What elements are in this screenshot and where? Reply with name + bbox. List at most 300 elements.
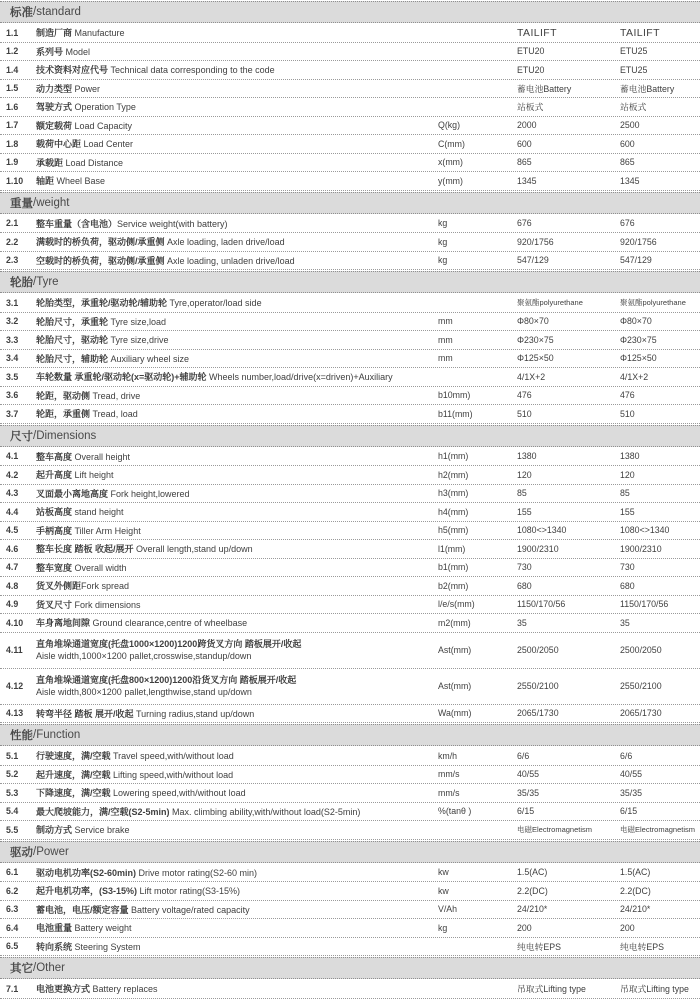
section-title-en: /Other xyxy=(33,962,65,974)
section-title-zh: 性能 xyxy=(10,730,33,742)
row-value-etu20: 155 xyxy=(517,506,532,517)
row-unit: V/Ah xyxy=(438,904,458,915)
row-value-etu25: 85 xyxy=(620,488,630,499)
row-value-etu25: 35 xyxy=(620,617,630,628)
row-label-en: Tread, load xyxy=(92,409,138,420)
row-label xyxy=(36,561,438,574)
row-label xyxy=(36,63,438,76)
row-unit: m2(mm) xyxy=(438,617,471,628)
row-unit: km/h xyxy=(438,750,458,761)
row-unit: kg xyxy=(438,218,448,229)
section-header xyxy=(0,957,700,979)
spec-row xyxy=(0,448,700,467)
row-value-etu25: 676 xyxy=(620,218,635,229)
row-label xyxy=(36,487,438,500)
row-label-en: Service weight(with battery) xyxy=(117,218,228,229)
row-label-zh: 直角堆垛通道宽度(托盘1000×1200)1200跨货叉方向 踏板展开/收起 xyxy=(36,639,302,649)
row-label xyxy=(36,579,438,592)
row-index: 3.4 xyxy=(6,353,19,364)
row-label-zh: 起升速度，满/空载 xyxy=(36,769,114,780)
row-value-etu20: 电磁Electromagnetism xyxy=(517,825,593,835)
section-title-en: /standard xyxy=(33,6,81,18)
row-index: 4.7 xyxy=(6,562,19,573)
row-label-zh: 满载时的桥负荷，驱动侧/承重侧 xyxy=(36,237,168,248)
spec-row xyxy=(0,135,700,154)
row-value-etu20: 聚氨酯polyurethane xyxy=(517,298,583,308)
row-value-etu20: 40/55 xyxy=(517,769,540,780)
spec-row xyxy=(0,882,700,901)
row-label-en: Technical data corresponding to the code xyxy=(110,65,275,76)
row-value-etu25: 4/1X+2 xyxy=(620,371,649,382)
spec-row xyxy=(0,466,700,485)
row-label xyxy=(36,315,438,328)
spec-row xyxy=(0,633,700,669)
row-value-etu20: 纯电转EPS xyxy=(517,941,561,952)
row-label xyxy=(36,254,438,267)
section-header xyxy=(0,724,700,746)
row-label xyxy=(36,235,438,248)
row-value-etu20: 680 xyxy=(517,580,532,591)
spec-row xyxy=(0,980,700,999)
row-label xyxy=(36,903,438,916)
row-index: 1.7 xyxy=(6,120,19,131)
row-value-etu20: 24/210* xyxy=(517,904,548,915)
row-label-en: Drive motor rating(S2-60 min) xyxy=(138,867,258,878)
row-label xyxy=(36,505,438,518)
row-value-etu25: 2550/2100 xyxy=(620,681,662,691)
row-label-en: Battery weight xyxy=(74,923,132,934)
row-label-zh: 技术资料对应代号 xyxy=(36,65,111,76)
row-index: 2.2 xyxy=(6,236,19,247)
row-unit: kg xyxy=(438,922,448,933)
row-index: 4.5 xyxy=(6,525,19,536)
row-value-etu25: 纯电转EPS xyxy=(620,941,664,952)
row-unit: h3(mm) xyxy=(438,488,469,499)
row-label-zh: 驾驶方式 xyxy=(36,102,75,113)
row-value-etu20: 2000 xyxy=(517,120,537,131)
row-value-etu25: 730 xyxy=(620,562,635,573)
row-label xyxy=(36,119,438,132)
row-unit: Ast(mm) xyxy=(438,645,472,655)
row-label xyxy=(36,217,438,230)
row-value-etu25: 1345 xyxy=(620,175,640,186)
row-label-en: Power xyxy=(74,83,101,94)
row-value-etu20: 2.2(DC) xyxy=(517,885,548,896)
spec-row xyxy=(0,172,700,191)
row-value-etu25: 865 xyxy=(620,157,635,168)
row-index: 2.3 xyxy=(6,255,19,266)
row-label-en: Aisle width,1000×1200 pallet,crosswise,standup/down xyxy=(36,651,252,661)
row-label-zh: 轮胎类型，承重轮/驱动轮/辅助轮 xyxy=(36,298,170,309)
row-value-etu20: 1150/170/56 xyxy=(517,599,566,610)
spec-row xyxy=(0,864,700,883)
row-label xyxy=(36,768,438,781)
row-label-en: Tyre size,drive xyxy=(110,335,169,346)
row-unit: mm xyxy=(438,353,453,364)
row-label-zh: 承载距 xyxy=(36,157,66,168)
row-label-en: Battery replaces xyxy=(92,984,158,995)
row-value-etu20: 吊取式Lifting type xyxy=(517,984,586,995)
row-label-en: Travel speed,with/without load xyxy=(113,751,234,762)
row-unit: h2(mm) xyxy=(438,469,469,480)
row-unit: l1(mm) xyxy=(438,543,466,554)
row-unit: h1(mm) xyxy=(438,451,469,462)
row-label xyxy=(36,407,438,420)
row-index: 6.3 xyxy=(6,904,19,915)
row-label xyxy=(36,616,438,629)
row-value-etu20: 1080<>1340 xyxy=(517,525,567,536)
row-unit: Ast(mm) xyxy=(438,681,472,691)
row-unit: C(mm) xyxy=(438,138,465,149)
row-label xyxy=(36,598,438,611)
row-value-etu20: 547/129 xyxy=(517,255,549,266)
row-index: 1.1 xyxy=(6,27,19,38)
spec-row xyxy=(0,80,700,99)
row-label xyxy=(36,866,438,879)
spec-row xyxy=(0,387,700,406)
spec-row xyxy=(0,559,700,578)
row-value-etu25: Φ125×50 xyxy=(620,353,657,364)
row-value-etu25: 电磁Electromagnetism xyxy=(620,825,696,835)
row-label-en: Steering System xyxy=(74,941,141,952)
row-value-etu20: 510 xyxy=(517,408,532,419)
row-value-etu20: 2065/1730 xyxy=(517,708,559,719)
row-value-etu20: 1345 xyxy=(517,175,537,186)
row-label-zh: 轮胎尺寸，辅助轮 xyxy=(36,353,111,364)
row-label xyxy=(36,638,438,662)
row-value-etu25: 680 xyxy=(620,580,635,591)
row-value-etu25: 200 xyxy=(620,922,635,933)
row-label-zh: 轮胎尺寸，承重轮 xyxy=(36,316,111,327)
row-label xyxy=(36,333,438,346)
row-value-etu25: 1.5(AC) xyxy=(620,867,651,878)
row-unit: mm xyxy=(438,316,453,327)
row-unit: kg xyxy=(438,255,448,266)
row-label xyxy=(36,524,438,537)
row-value-etu25: 2500 xyxy=(620,120,640,131)
row-value-etu25: 120 xyxy=(620,469,635,480)
row-index: 5.2 xyxy=(6,769,19,780)
row-unit: l/e/s(mm) xyxy=(438,599,475,610)
row-value-etu20: ETU20 xyxy=(517,64,545,75)
row-label-en: Wheels number,load/drive(x=driven)+Auxiliary xyxy=(209,372,393,383)
row-index: 1.9 xyxy=(6,157,19,168)
row-label xyxy=(36,805,438,818)
spec-row xyxy=(0,766,700,785)
section-header xyxy=(0,1,700,23)
row-value-etu20: 865 xyxy=(517,157,532,168)
row-label xyxy=(36,921,438,934)
row-label xyxy=(36,45,438,58)
section-title-zh: 标准 xyxy=(10,7,33,19)
row-label-zh: 动力类型 xyxy=(36,83,75,94)
row-value-etu20: ETU20 xyxy=(517,46,545,57)
row-index: 6.4 xyxy=(6,922,19,933)
row-value-etu25: 155 xyxy=(620,506,635,517)
section-title-en: /weight xyxy=(33,196,70,209)
row-label-en: Aisle width,800×1200 pallet,lengthwise,stand up/down xyxy=(36,687,252,697)
row-label-en: Service brake xyxy=(74,825,130,836)
row-index: 1.2 xyxy=(6,46,19,57)
spec-row xyxy=(0,901,700,920)
row-label-en: Auxiliary wheel size xyxy=(110,353,190,364)
row-value-etu20: 站板式 xyxy=(517,102,544,113)
spec-row xyxy=(0,154,700,173)
row-value-etu25: 1080<>1340 xyxy=(620,525,670,536)
row-label-en: Tyre,operator/load side xyxy=(169,298,262,309)
row-label-zh: 转弯半径 踏板 展开/收起 xyxy=(36,708,137,719)
row-label xyxy=(36,174,438,187)
row-index: 4.2 xyxy=(6,469,19,480)
row-label-zh: 货叉尺寸 xyxy=(36,599,75,610)
row-label-zh: 载荷中心距 xyxy=(36,139,84,150)
row-label xyxy=(36,940,438,953)
row-index: 4.12 xyxy=(6,681,24,691)
row-index: 1.5 xyxy=(6,83,19,94)
row-value-etu20: 6/15 xyxy=(517,806,535,817)
row-value-etu25: 6/15 xyxy=(620,806,638,817)
row-value-etu20: 730 xyxy=(517,562,532,573)
spec-row xyxy=(0,405,700,424)
row-label-zh: 整车长度 踏板 收起/展开 xyxy=(36,544,137,555)
row-value-etu25: 600 xyxy=(620,138,635,149)
row-index: 6.5 xyxy=(6,941,19,952)
row-label xyxy=(36,352,438,365)
spec-row xyxy=(0,331,700,350)
row-index: 3.1 xyxy=(6,297,19,308)
row-index: 4.4 xyxy=(6,506,19,517)
row-label-zh: 空载时的桥负荷，驱动侧/承重侧 xyxy=(36,255,168,266)
spec-row xyxy=(0,117,700,136)
row-label xyxy=(36,884,438,897)
section-title-zh: 尺寸 xyxy=(10,430,33,443)
spec-row xyxy=(0,252,700,271)
row-label-zh: 系列号 xyxy=(36,46,66,57)
row-value-etu25: 蓄电池Battery xyxy=(620,83,675,94)
row-label-zh: 整车高度 xyxy=(36,451,75,462)
row-label xyxy=(36,156,438,169)
row-value-etu25: 1150/170/56 xyxy=(620,599,669,610)
row-index: 5.5 xyxy=(6,824,19,835)
row-label-en: Overall height xyxy=(74,451,131,462)
row-label-en: Operation Type xyxy=(74,102,136,113)
row-value-etu20: Φ125×50 xyxy=(517,353,554,364)
row-value-etu25: TAILIFT xyxy=(620,26,660,39)
row-label-zh: 整车宽度 xyxy=(36,562,75,573)
row-value-etu25: 2065/1730 xyxy=(620,708,662,719)
row-value-etu25: Φ80×70 xyxy=(620,316,652,327)
row-index: 4.3 xyxy=(6,488,19,499)
row-unit: b10mm) xyxy=(438,390,471,401)
row-value-etu20: 600 xyxy=(517,138,532,149)
row-value-etu25: 476 xyxy=(620,390,635,401)
row-index: 5.1 xyxy=(6,750,19,761)
row-label-zh: 整车重量（含电池） xyxy=(36,218,118,229)
row-value-etu20: 676 xyxy=(517,218,532,229)
spec-row xyxy=(0,747,700,766)
row-label-en: Tyre size,load xyxy=(110,316,167,327)
section-title-zh: 重量 xyxy=(10,197,33,210)
spec-row xyxy=(0,313,700,332)
row-label-en: Turning radius,stand up/down xyxy=(136,708,255,719)
row-label-zh: 货叉外侧距 xyxy=(36,581,82,592)
row-unit: %(tanθ ) xyxy=(438,806,472,817)
row-index: 4.11 xyxy=(6,645,23,655)
row-label-zh: 蓄电池，电压/额定容量 xyxy=(36,904,132,915)
row-label-en: Tread, drive xyxy=(92,390,141,401)
row-label-zh: 行驶速度，满/空载 xyxy=(36,751,114,762)
spec-row xyxy=(0,803,700,822)
row-label-zh: 轮距，承重侧 xyxy=(36,409,93,420)
row-label-zh: 轮距，驱动侧 xyxy=(36,390,93,401)
section-title-zh: 轮胎 xyxy=(10,277,33,289)
spec-row xyxy=(0,938,700,957)
spec-row xyxy=(0,596,700,615)
spec-row xyxy=(0,485,700,504)
row-label xyxy=(36,82,438,95)
row-label xyxy=(36,26,438,39)
section-title-zh: 驱动 xyxy=(10,846,33,859)
row-value-etu20: TAILIFT xyxy=(517,26,557,39)
section-header xyxy=(0,271,700,293)
row-label-en: Fork dimensions xyxy=(74,599,141,610)
row-index: 3.2 xyxy=(6,316,19,327)
row-index: 6.2 xyxy=(6,885,19,896)
row-index: 4.8 xyxy=(6,580,19,591)
row-index: 4.13 xyxy=(6,708,24,719)
row-label-zh: 制动方式 xyxy=(36,825,75,836)
row-unit: b1(mm) xyxy=(438,562,469,573)
spec-row xyxy=(0,577,700,596)
row-label xyxy=(36,100,438,113)
row-unit: h4(mm) xyxy=(438,506,469,517)
row-label-en: Ground clearance,centre of wheelbase xyxy=(92,618,248,629)
row-index: 4.6 xyxy=(6,543,19,554)
row-label-en: Axle loading, laden drive/load xyxy=(167,237,285,248)
row-label xyxy=(36,786,438,799)
row-label-en: Max. climbing ability,with/without load(S2-5min) xyxy=(172,806,361,817)
row-index: 3.6 xyxy=(6,390,19,401)
row-label-en: Lift motor rating(S3-15%) xyxy=(139,886,241,897)
row-value-etu20: Φ80×70 xyxy=(517,316,549,327)
row-unit: b11(mm) xyxy=(438,408,473,419)
row-label-en: Overall length,stand up/down xyxy=(136,544,253,555)
row-index: 5.3 xyxy=(6,787,19,798)
row-unit: Wa(mm) xyxy=(438,708,472,719)
row-label-zh: 转向系统 xyxy=(36,941,75,952)
row-unit: h5(mm) xyxy=(438,525,469,536)
row-index: 5.4 xyxy=(6,806,19,817)
spec-row xyxy=(0,61,700,80)
row-value-etu20: 476 xyxy=(517,390,532,401)
row-label-en: Model xyxy=(65,46,91,57)
row-label-zh: 电池重量 xyxy=(36,923,75,934)
row-label-zh: 驱动电机功率(S2-60min) xyxy=(36,867,139,878)
row-label-zh: 起升高度 xyxy=(36,470,75,481)
row-label-zh: 下降速度，满/空载 xyxy=(36,788,114,799)
row-index: 3.5 xyxy=(6,371,19,382)
row-label xyxy=(36,749,438,762)
row-label-en: Axle loading, unladen drive/load xyxy=(167,255,295,266)
row-value-etu20: 85 xyxy=(517,488,527,499)
spec-row xyxy=(0,233,700,252)
row-unit: b2(mm) xyxy=(438,580,469,591)
row-index: 1.8 xyxy=(6,138,19,149)
row-unit: kg xyxy=(438,236,448,247)
row-value-etu25: 920/1756 xyxy=(620,236,657,247)
row-label-en: stand height xyxy=(74,507,124,518)
spec-row xyxy=(0,24,700,43)
row-label xyxy=(36,370,438,383)
row-unit: x(mm) xyxy=(438,157,463,168)
row-unit: mm xyxy=(438,334,453,345)
row-label-zh: 直角堆垛通道宽度(托盘800×1200)1200沿货叉方向 踏板展开/收起 xyxy=(36,675,297,685)
row-label-zh: 最大爬坡能力，满/空载(S2-5min) xyxy=(36,806,173,817)
section-title-en: /Dimensions xyxy=(33,429,97,442)
row-value-etu20: Φ230×75 xyxy=(517,334,554,345)
row-value-etu20: 6/6 xyxy=(517,750,530,761)
row-value-etu25: 35/35 xyxy=(620,787,643,798)
row-value-etu25: 547/129 xyxy=(620,255,652,266)
spec-row xyxy=(0,821,700,840)
row-label xyxy=(36,674,438,698)
row-value-etu25: 2500/2050 xyxy=(620,645,662,655)
row-label-en: Lift height xyxy=(74,470,114,481)
row-value-etu25: 1900/2310 xyxy=(620,543,662,554)
row-index: 3.3 xyxy=(6,334,19,345)
row-label-zh: 轮胎尺寸，驱动轮 xyxy=(36,335,111,346)
row-value-etu25: 吊取式Lifting type xyxy=(620,984,689,995)
section-title-en: /Power xyxy=(33,845,69,858)
row-label-zh: 手柄高度 xyxy=(36,525,75,536)
row-index: 3.7 xyxy=(6,408,19,419)
row-label-zh: 车轮数量 承重轮/驱动轮(x=驱动轮)+辅助轮 xyxy=(36,372,210,383)
row-label xyxy=(36,823,438,836)
row-label-en: Load Center xyxy=(83,139,134,150)
spec-row xyxy=(0,368,700,387)
section-title-zh: 其它 xyxy=(10,963,33,975)
spec-row xyxy=(0,614,700,633)
row-value-etu20: 120 xyxy=(517,469,532,480)
row-label xyxy=(36,450,438,463)
section-header xyxy=(0,841,700,863)
row-index: 1.6 xyxy=(6,101,19,112)
spec-row xyxy=(0,669,700,705)
spec-row xyxy=(0,705,700,724)
row-unit: mm/s xyxy=(438,787,460,798)
row-label-zh: 车身离地间隙 xyxy=(36,618,93,629)
row-value-etu20: 2500/2050 xyxy=(517,645,559,655)
row-label xyxy=(36,982,438,995)
row-index: 7.1 xyxy=(6,983,19,994)
section-title-en: /Function xyxy=(33,729,81,741)
row-value-etu20: 35 xyxy=(517,617,527,628)
row-index: 1.4 xyxy=(6,64,19,75)
row-label xyxy=(36,296,438,309)
row-value-etu25: 2.2(DC) xyxy=(620,885,651,896)
row-label-zh: 制造厂商 xyxy=(36,28,75,39)
spec-row xyxy=(0,919,700,938)
row-value-etu20: 4/1X+2 xyxy=(517,371,546,382)
row-label-en: Battery voltage/rated capacity xyxy=(131,904,250,915)
spec-row xyxy=(0,294,700,313)
row-label-zh: 电池更换方式 xyxy=(36,984,93,995)
row-unit: kw xyxy=(438,867,449,878)
row-value-etu25: 站板式 xyxy=(620,102,647,113)
row-label-en: Tiller Arm Height xyxy=(74,525,141,536)
row-label xyxy=(36,389,438,402)
row-value-etu20: 1380 xyxy=(517,451,537,462)
